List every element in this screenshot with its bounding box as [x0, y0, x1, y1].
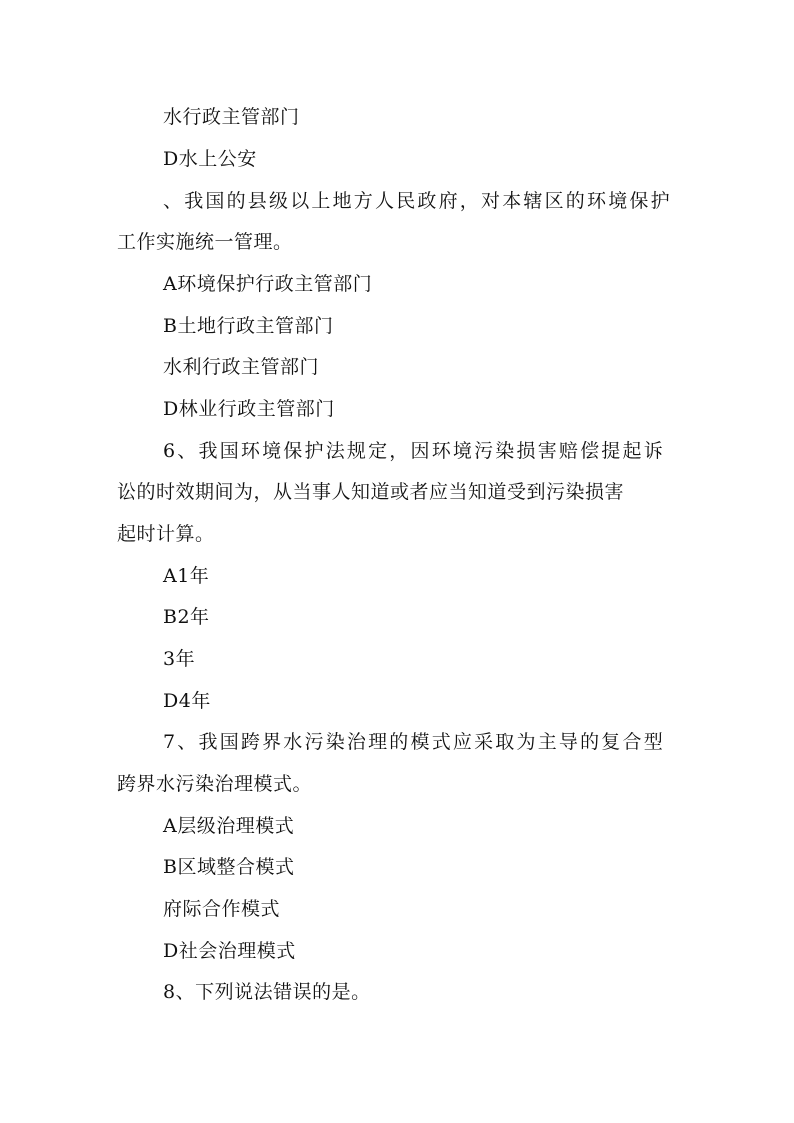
question-line: 6、我国环境保护法规定，因环境污染损害赔偿提起诉: [163, 440, 665, 462]
question-line: 8、下列说法错误的是。: [163, 981, 371, 1003]
option-line: D水上公安: [163, 148, 257, 170]
question-line: 7、我国跨界水污染治理的模式应采取为主导的复合型: [163, 731, 665, 753]
option-line: A1年: [163, 565, 210, 587]
option-line: 水利行政主管部门: [163, 356, 320, 378]
option-line: D社会治理模式: [163, 940, 296, 962]
question-line: 起时计算。: [117, 523, 215, 545]
option-line: B土地行政主管部门: [163, 315, 334, 337]
question-line: 讼的时效期间为，从当事人知道或者应当知道受到污染损害: [117, 481, 625, 503]
question-line: 工作实施统一管理。: [117, 231, 293, 253]
option-line: A层级治理模式: [163, 815, 295, 837]
option-line: 府际合作模式: [163, 898, 281, 920]
option-line: D林业行政主管部门: [163, 398, 335, 420]
option-line: 3年: [163, 648, 196, 670]
option-line: B2年: [163, 606, 210, 628]
text-line: 水行政主管部门: [163, 106, 300, 128]
option-line: D4年: [163, 690, 211, 712]
option-line: B区域整合模式: [163, 856, 295, 878]
question-line: 、我国的县级以上地方人民政府，对本辖区的环境保护: [163, 190, 672, 212]
question-line: 跨界水污染治理模式。: [117, 773, 313, 795]
option-line: A环境保护行政主管部门: [163, 273, 373, 295]
